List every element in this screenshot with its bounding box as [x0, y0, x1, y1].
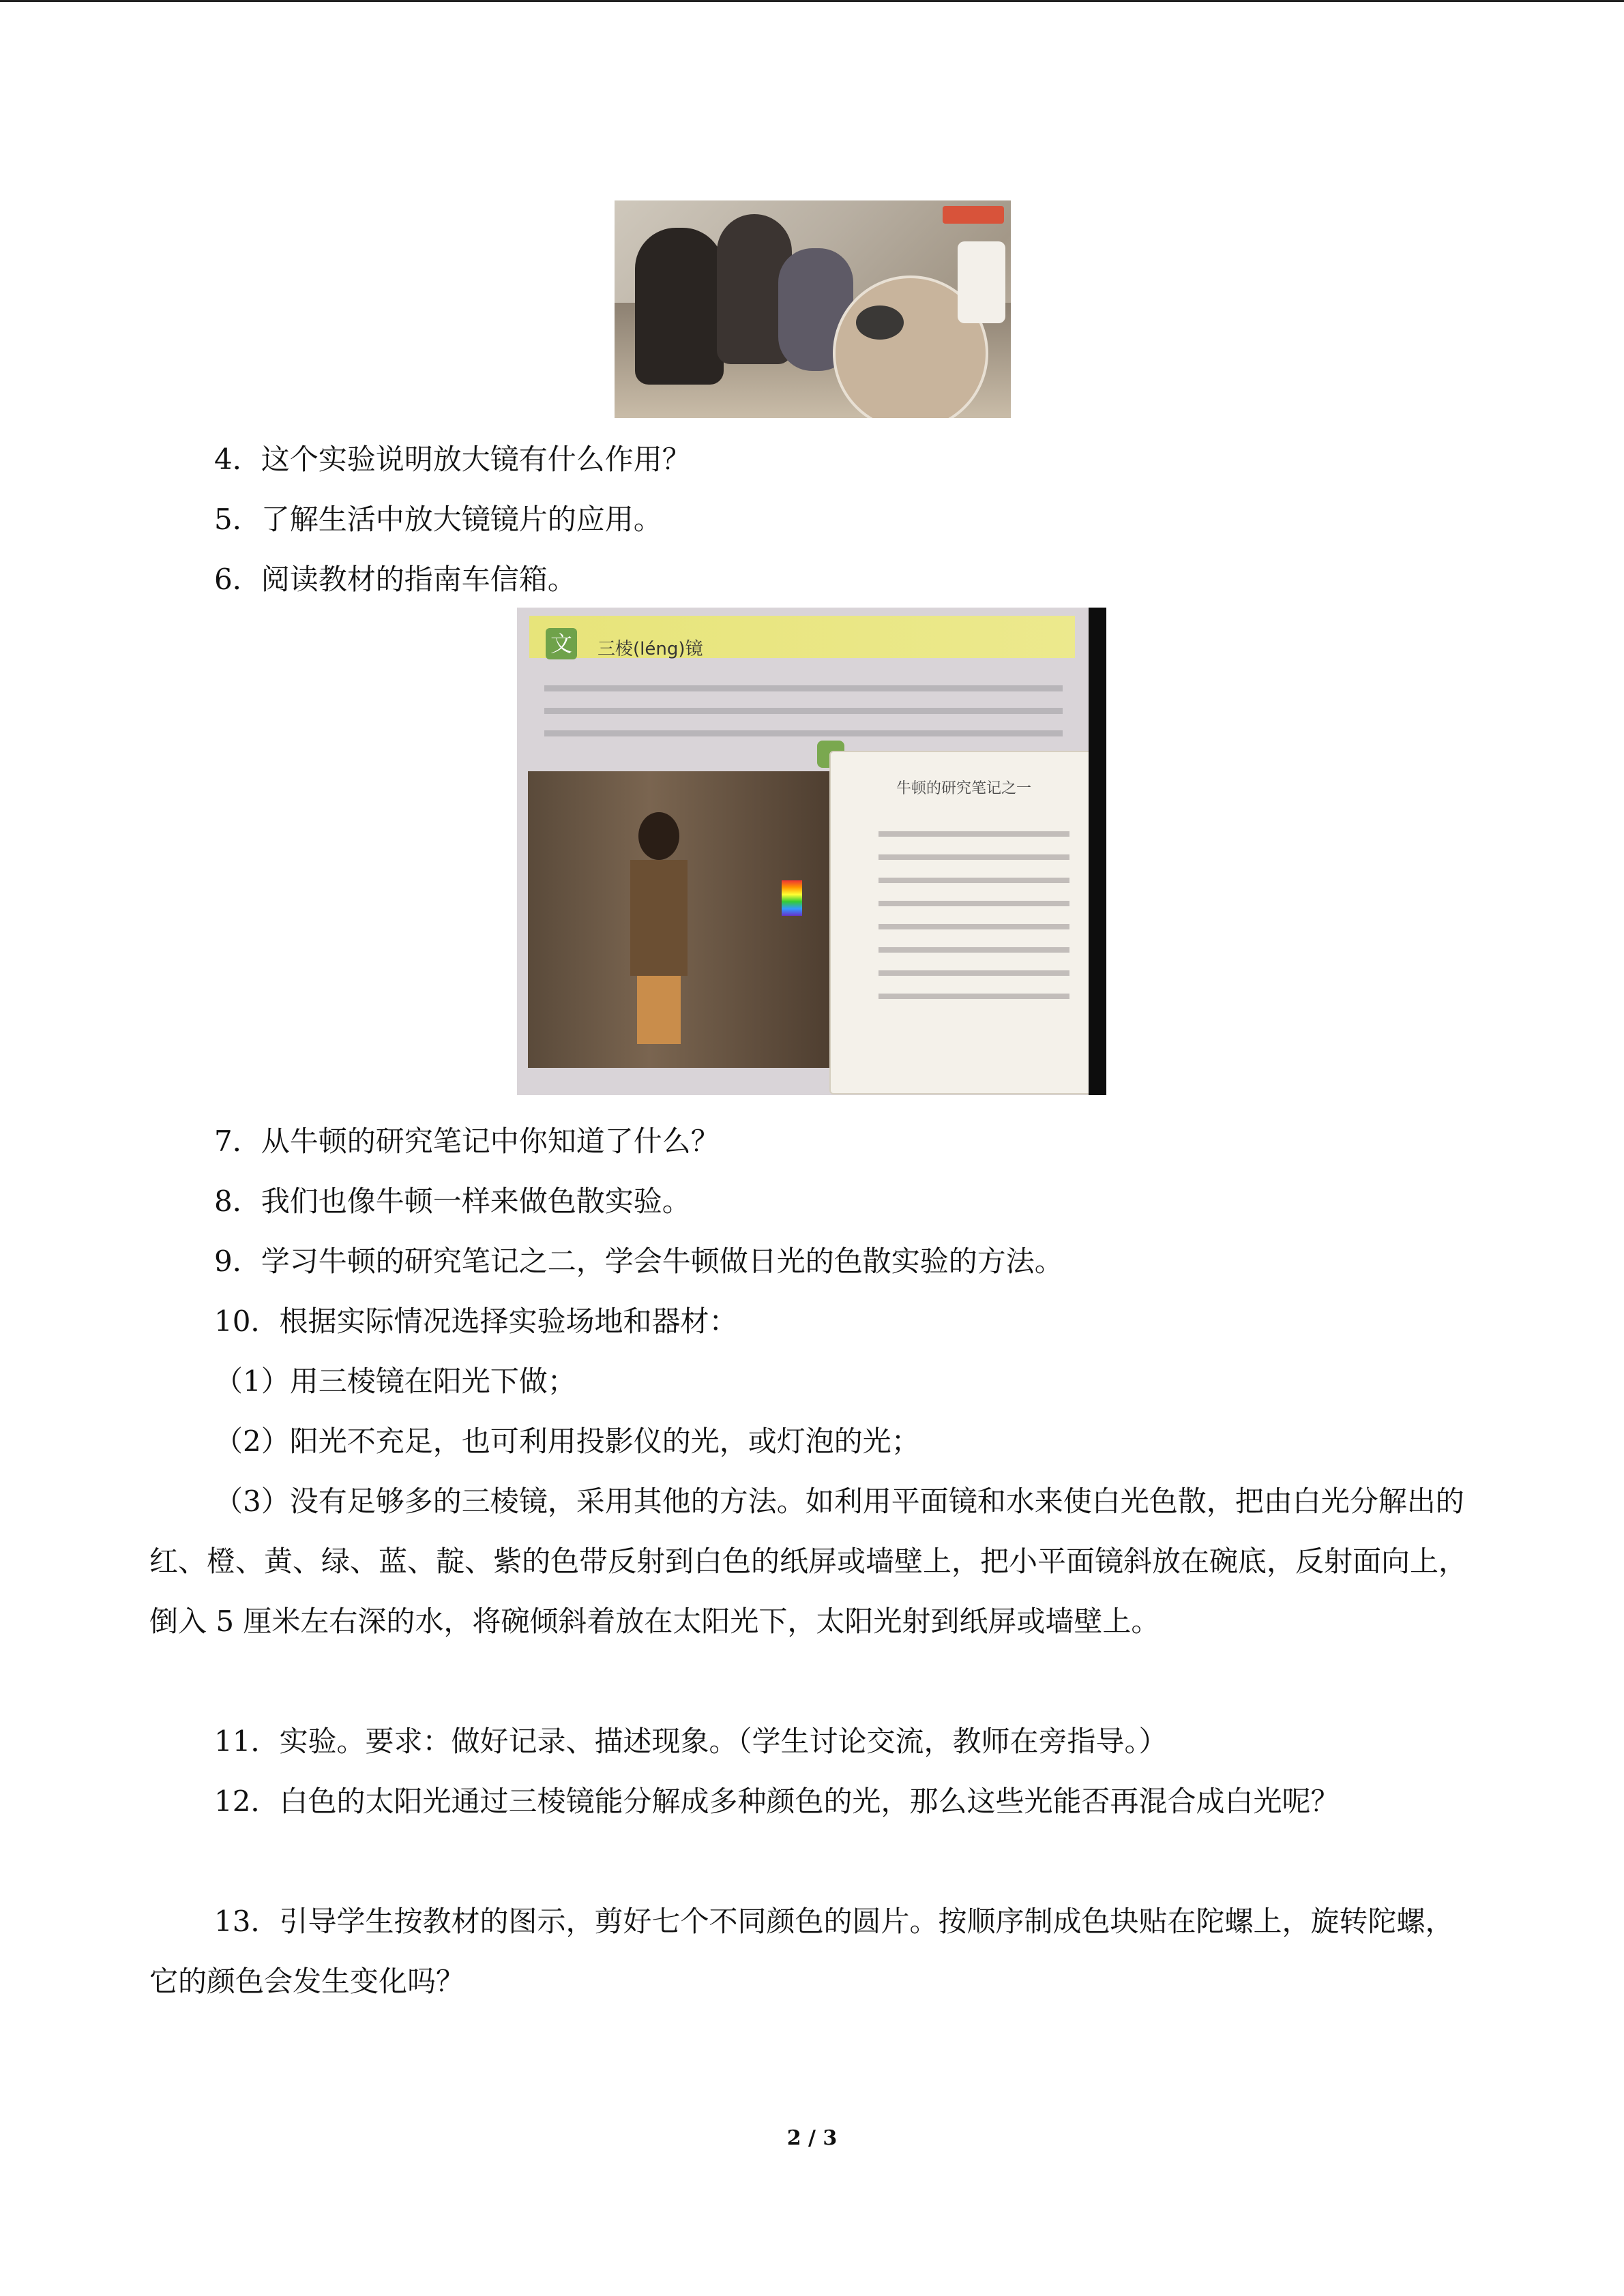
item-10: 10．根据实际情况选择实验场地和器材： [214, 1304, 738, 1338]
item-12: 12．白色的太阳光通过三棱镜能分解成多种颜色的光，那么这些光能否再混合成白光呢？ [214, 1785, 1340, 1818]
notebook-title: 牛顿的研究笔记之一 [896, 780, 1031, 797]
sub-item-3: （3）没有足够多的三棱镜，采用其他的方法。如利用平面镜和水来使白光色散，把由白光分解出的红、橙、黄、绿、蓝、靛、紫的色带反射到白色的纸屏或墙壁上，把小平面镜斜放在碗底，反射面向上，倒入 5 厘米左右深的水，将碗倾斜着放在太阳光下，太阳光射到纸屏或墙壁上。 [149, 1485, 1468, 1638]
newton-illustration [528, 771, 832, 1068]
top-border [0, 0, 1624, 2]
textbook-header-title: 三棱(léng)镜 [597, 639, 703, 659]
item-9: 9．学习牛顿的研究笔记之二，学会牛顿做日光的色散实验的方法。 [214, 1244, 1063, 1278]
rainbow-spectrum [782, 880, 802, 916]
magnifier-experiment-photo [615, 200, 1011, 418]
item-11: 11．实验。要求：做好记录、描述现象。（学生讨论交流，教师在旁指导。） [214, 1725, 1168, 1758]
book-icon: 文 [546, 628, 577, 659]
prism-textbook-photo [517, 608, 1106, 1095]
item-6: 6．阅读教材的指南车信箱。 [214, 563, 576, 596]
sub-item-2: （2）阳光不充足，也可利用投影仪的光，或灯泡的光； [214, 1425, 920, 1458]
item-7: 7．从牛顿的研究笔记中你知道了什么？ [214, 1124, 720, 1158]
item-13: 13．引导学生按教材的图示，剪好七个不同颜色的圆片。按顺序制成色块贴在陀螺上，旋转陀螺，它的颜色会发生变化吗？ [149, 1905, 1454, 1998]
newton-notebook [829, 751, 1098, 1094]
item-4: 4．这个实验说明放大镜有什么作用？ [214, 443, 691, 476]
item-5: 5．了解生活中放大镜镜片的应用。 [214, 503, 662, 536]
page-number: 2 / 3 [786, 2126, 838, 2150]
item-8: 8．我们也像牛顿一样来做色散实验。 [214, 1184, 691, 1218]
sub-item-1: （1）用三棱镜在阳光下做； [214, 1365, 576, 1398]
